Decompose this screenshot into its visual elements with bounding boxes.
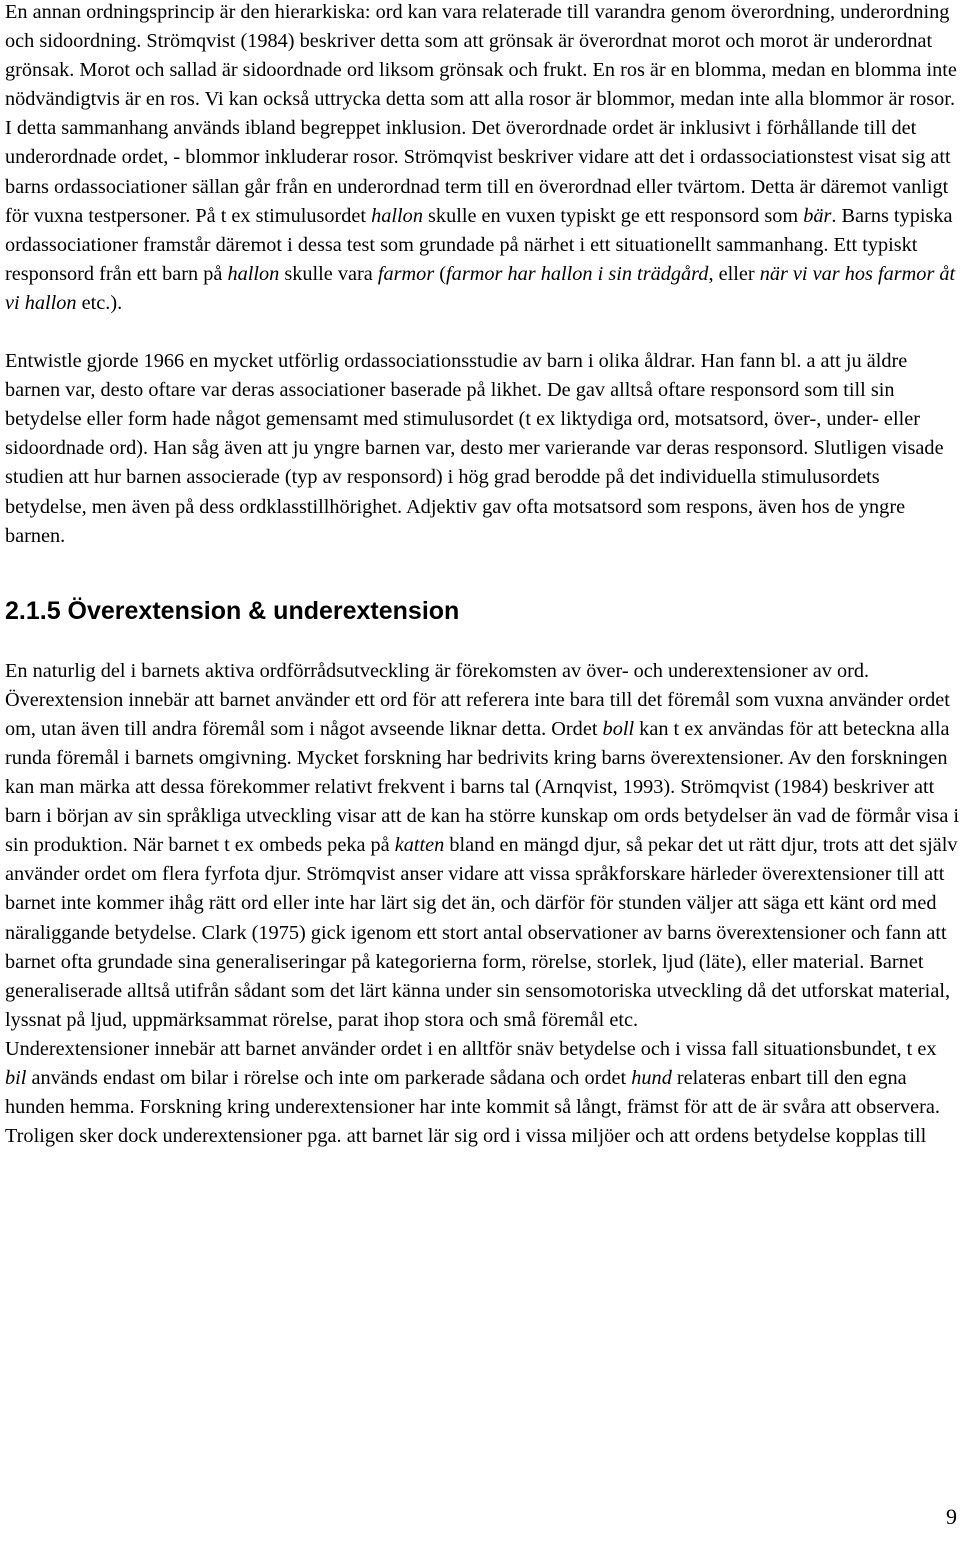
- text-run: (: [434, 262, 447, 285]
- text-run: skulle vara: [279, 262, 378, 285]
- italic-term: hallon: [227, 262, 280, 285]
- page-number: 9: [946, 1504, 957, 1529]
- text-run: . Barns typiska ordassociationer framstår däremot i dessa test som grundade på närhet i ett situationellt sammanhang. Ett typiskt responsord från ett barn på: [5, 204, 953, 285]
- paragraph-overextension: [5, 657, 960, 1035]
- text-run: Entwistle gjorde 1966 en mycket utförlig ordassociationsstudie av barn i olika åldrar. Han fann bl. a att ju äldre barnen var, desto oftare var deras associationer baserade på likhet. De gav alltså oftare responsord som till sin betydelse eller form hade något gemensamt med stimulusordet (t ex liktydiga ord, motsatsord, över-, under- eller sidoordnade ord). Han såg även att ju yngre barnen var, desto mer varierande var deras responsord. Slutligen visade studien att hur barnen associerade (typ av responsord) i hög grad berodde på det individuella stimulusordets betydelse, men även på dess ordklasstillhörighet. Adjektiv gav ofta motsatsord som respons, även hos de yngre barnen.: [5, 350, 944, 547]
- document-page: [5, 0, 960, 1151]
- text-run: relateras enbart till den egna hunden hemma. Forskning kring underextensioner har inte kommit så långt, främst för att de är svåra att observera. Troligen sker dock underextensioner pga. att barnet lär sig ord i vissa miljöer och att ordens betydelse kopplas till: [5, 1067, 940, 1148]
- text-run: bland en mängd djur, så pekar det ut rätt djur, trots att det själv använder ordet om flera fyrfota djur. Strömqvist anser vidare att vissa språkforskare härleder överextensioner till att barnet inte kommer ihåg rätt ord eller inte har lärt sig det än, och därför för stunden väljer att säga ett känt ord med näraliggande betydelse. Clark (1975) gick igenom ett stort antal observationer av barns överextensioner och fann att barnet ofta grundade sina generaliseringar på kategorierna form, rörelse, storlek, ljud (läte), eller material. Barnet generaliserade alltså utifrån sådant som det lärt känna under sin sensomotoriska utveckling då det utforskat material, lyssnat på ljud, uppmärksammat rörelse, parat ihop stora och små föremål etc.: [5, 834, 958, 1031]
- italic-term: bil: [5, 1067, 27, 1089]
- italic-term: farmor har hallon i sin trädgård: [446, 262, 709, 285]
- italic-term: farmor: [377, 262, 435, 285]
- text-run: kan t ex användas för att beteckna alla runda föremål i barnets omgivning. Mycket forskning har bedrivits kring barns överextensioner. Av den forskningen kan man märka att dessa förekommer relativt frekvent i barns tal (Arnqvist, 1993). Strömqvist (1984) beskriver att barn i början av sin språkliga utveckling visar att de kan ha större kunskap om ords betydelser än vad de förmår visa i sin produktion. När barnet t ex ombeds peka på: [5, 717, 960, 857]
- italic-term: bär: [803, 204, 832, 227]
- italic-term: boll: [602, 717, 635, 740]
- text-run: används endast om bilar i rörelse och inte om parkerade sådana och ordet: [26, 1067, 632, 1089]
- italic-term: hund: [631, 1067, 672, 1089]
- paragraph-hierarchical-order: [5, 0, 960, 318]
- italic-term: katten: [394, 834, 445, 857]
- text-run: etc.).: [76, 291, 123, 314]
- text-run: En naturlig del i barnets aktiva ordförrådsutveckling är förekomsten av över- och underextensioner av ord. Överextension innebär att barnet använder ett ord för att referera inte bara till det föremål som vuxna använder ordet om, utan även till andra föremål som i något avseende liknar detta. Ordet: [5, 659, 950, 740]
- paragraph-entwistle-study: [5, 347, 960, 551]
- text-run: , eller: [708, 262, 760, 285]
- text-run: skulle en vuxen typiskt ge ett responsord som: [422, 204, 804, 227]
- italic-term: när vi var hos farmor åt vi hallon: [5, 262, 956, 314]
- text-run: Underextensioner innebär att barnet använder ordet i en alltför snäv betydelse och i vissa fall situationsbundet, t ex: [5, 1037, 937, 1060]
- section-heading: 2.1.5 Överextension & underextension: [5, 596, 460, 625]
- italic-term: hallon: [371, 204, 423, 227]
- paragraph-underextension: [5, 1035, 960, 1151]
- text-run: En annan ordningsprincip är den hierarkiska: ord kan vara relaterade till varandra genom överordning, underordning och sidoordning. Strömqvist (1984) beskriver detta som att grönsak är överordnat morot och morot är underordnat grönsak. Morot och sallad är sidoordnade ord liksom grönsak och frukt. En ros är en blomma, medan en blomma inte nödvändigtvis är en ros. Vi kan också uttrycka detta som att alla rosor är blommor, medan inte alla blommor är rosor. I detta sammanhang används ibland begreppet inklusion. Det överordnade ordet är inklusivt i förhållande till det underordnade ordet, - blommor inkluderar rosor. Strömqvist beskriver vidare att det i ordassociationstest visat sig att barns ordassociationer sällan går från en underordnad term till en överordnad eller tvärtom. Detta är däremot vanligt för vuxna testpersoner. På t ex stimulusordet: [5, 1, 957, 227]
